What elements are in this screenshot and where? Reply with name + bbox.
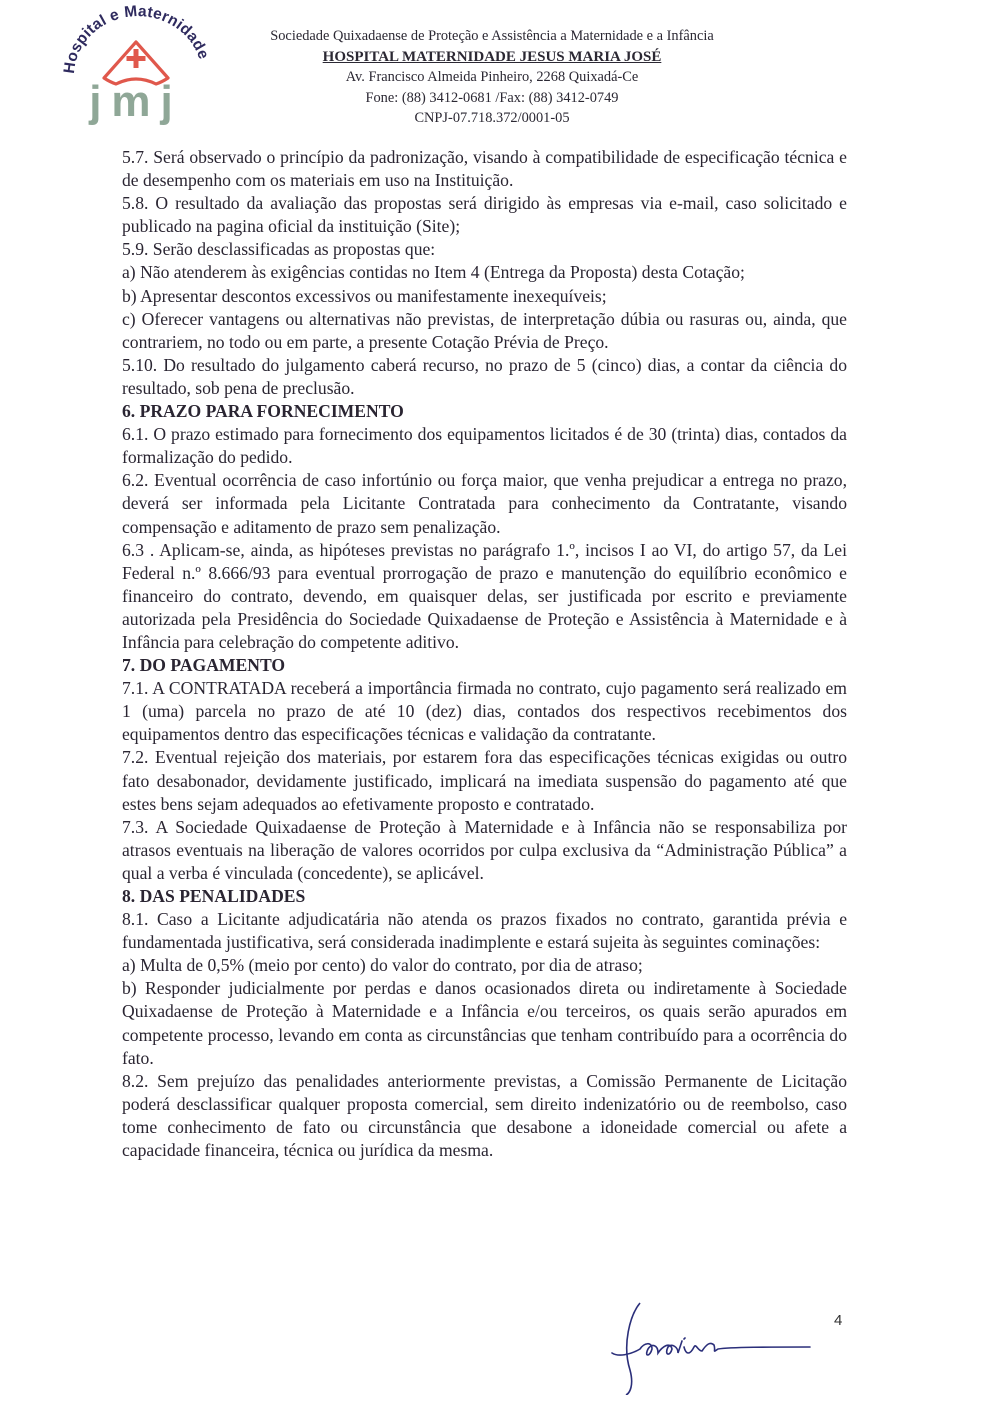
address: Av. Francisco Almeida Pinheiro, 2268 Quixadá-Ce [345, 69, 639, 85]
cross-bar [127, 56, 146, 61]
society-name: Sociedade Quixadaense de Proteção e Assistência a Maternidade e a Infância [270, 28, 714, 44]
paragraph: 5.10. Do resultado do julgamento caberá recurso, no prazo de 5 (cinco) dias, a contar da ciência do resultado, sob pena de preclusão. [122, 354, 847, 398]
paragraph: c) Oferecer vantagens ou alternativas não previstas, de interpretação dúbia ou rasuras ou, ainda, que contrariem, no todo ou em parte, a presente Cotação Prévia de Preço. [122, 308, 847, 352]
paragraph: 8.1. Caso a Licitante adjudicatária não atenda os prazos fixados no contrato, garantida prévia e fundamentada justificativa, será considerada inadimplente e estará sujeita às seguintes cominações: [122, 909, 847, 953]
paragraph: 5.9. Serão desclassificadas as propostas que: [122, 239, 436, 260]
section-heading: 8. DAS PENALIDADES [122, 886, 306, 906]
paragraph: a) Multa de 0,5% (meio por cento) do valor do contrato, por dia de atraso; [122, 955, 643, 976]
section-heading: 6. PRAZO PARA FORNECIMENTO [122, 401, 404, 422]
paragraph: b) Responder judicialmente por perdas e danos ocasionados direta ou indiretamente à Sociedade Quixadaense de Proteção à Maternidade e a Infância e/ou terceiros, os quais serão apurados em competente processo, levando em conta as circunstâncias que tenham contribuído para a ocorrência do fato. [122, 978, 847, 1068]
document-body [122, 146, 847, 1162]
paragraph: 6.1. O prazo estimado para fornecimento dos equipamentos licitados é de 30 (trinta) dias, contados da formalização do pedido. [122, 424, 847, 468]
logo-arc-text: Hospital e Maternidade [60, 4, 213, 75]
hospital-logo-graphic [44, 4, 234, 128]
paragraph: b) Apresentar descontos excessivos ou manifestamente inexequíveis; [122, 285, 607, 306]
paragraph: 6.2. Eventual ocorrência de caso infortúnio ou força maior, que venha prejudicar a entrega no prazo, deverá ser informada pela Licitante Contratada para conhecimento da Contratante, visando compensação e aditamento de prazo sem penalização. [122, 470, 847, 537]
cnpj: CNPJ-07.718.372/0001-05 [414, 110, 570, 126]
hospital-name: HOSPITAL MATERNIDADE JESUS MARIA JOSÉ [322, 48, 662, 65]
letterhead [222, 26, 762, 129]
phone-fax: Fone: (88) 3412-0681 /Fax: (88) 3412-0749 [365, 89, 619, 106]
logo-letters: jmj [89, 77, 183, 126]
paragraph: 7.1. A CONTRATADA receberá a importância firmada no contrato, cujo pagamento será realizado em 1 (uma) parcela no prazo de até 10 (dez) dias, contados dos respectivos recebimentos dos equipamentos dentro das especificações técnicas e validação da contratante. [122, 678, 847, 745]
page-number: 4 [834, 1312, 843, 1329]
paragraph: a) Não atenderem às exigências contidas no Item 4 (Entrega da Proposta) desta Cotação; [122, 262, 745, 283]
paragraph: 8.2. Sem prejuízo das penalidades anteriormente previstas, a Comissão Permanente de Licitação poderá desclassificar qualquer proposta comercial, sem direito indenizatório ou de reembolso, caso tome conhecimento de fato ou circunstância que desabone a idoneidade comercial ou afete a capacidade financeira, técnica ou jurídica da mesma. [122, 1070, 847, 1161]
handwritten-signature [600, 1295, 830, 1395]
paragraph: 5.7. Será observado o princípio da padronização, visando à compatibilidade de especificação técnica e de desempenho com os materiais em uso na Instituição. [122, 147, 847, 191]
hospital-logo [44, 4, 234, 128]
paragraph: 7.2. Eventual rejeição dos materiais, por estarem fora das especificações técnicas exigidas ou outro fato desabonador, devidamente justificado, implicará na imediata suspensão do pagamento até que estes bens sejam adequados ao efetivamente proposto e contratado. [122, 747, 847, 814]
paragraph: 6.3 . Aplicam-se, ainda, as hipóteses previstas no parágrafo 1.º, incisos I ao VI, do artigo 57, da Lei Federal n.º 8.666/93 para eventual prorrogação de prazo e manutenção do equilíbrio econômico e financeiro do contrato, devendo, em quaisquer delas, ser justificada por escrito e previamente autorizada pela Presidência do Sociedade Quixadaense de Proteção e Assistência à Maternidade e à Infância para celebração do competente aditivo. [122, 539, 847, 652]
paragraph: 5.8. O resultado da avaliação das propostas será dirigido às empresas via e-mail, caso solicitado e publicado na pagina oficial da instituição (Site); [122, 193, 847, 237]
section-heading: 7. DO PAGAMENTO [122, 655, 286, 676]
paragraph: 7.3. A Sociedade Quixadaense de Proteção à Maternidade e à Infância não se responsabiliza por atrasos eventuais na liberação de valores ocorridos por culpa exclusiva da “Administração Pública” a qual a verba é vinculada (concedente), se aplicável. [122, 816, 847, 883]
